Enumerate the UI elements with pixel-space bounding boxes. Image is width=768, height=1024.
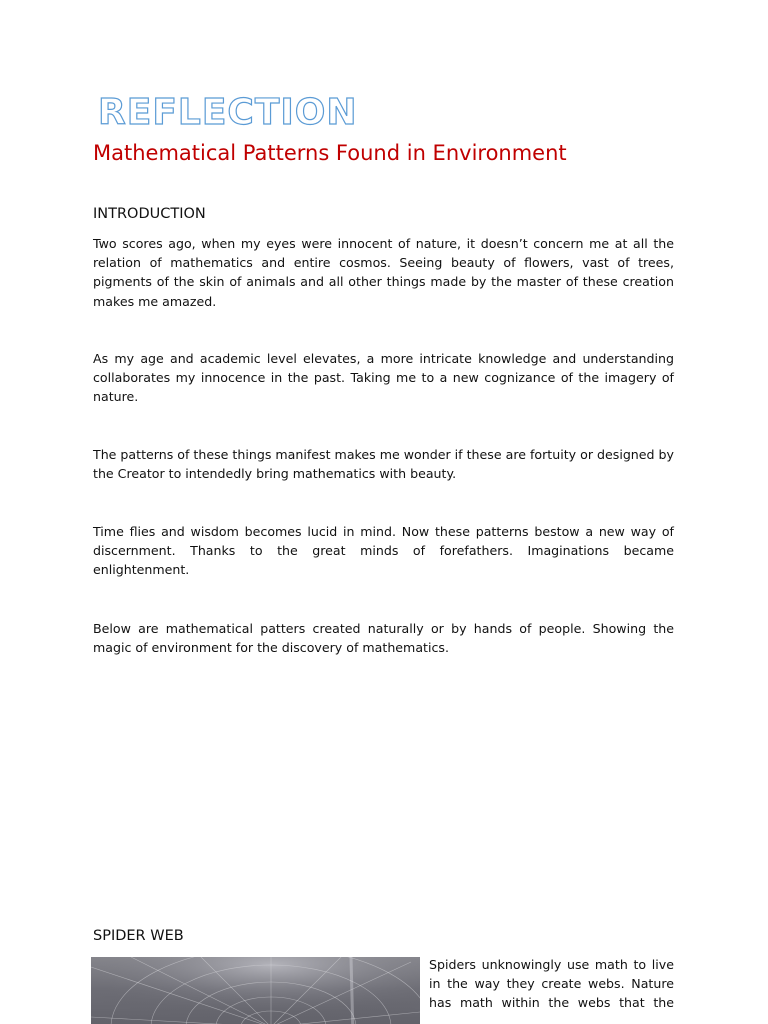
introduction-heading: INTRODUCTION	[93, 206, 206, 222]
spider-web-photo	[91, 957, 420, 1024]
spider-web-illustration	[91, 957, 420, 1024]
intro-paragraph-1: Two scores ago, when my eyes were innocent of nature, it doesn’t concern me at all the relation of mathematics and entire cosmos. Seeing beauty of flowers, vast of trees, pigments of the skin of animals and all other things made by the master of these creation makes me amazed.	[93, 236, 674, 309]
intro-paragraph-5: Below are mathematical patters created naturally or by hands of people. Showing the magic of environment for the discovery of mathematics.	[93, 621, 674, 656]
document-title: Mathematical Patterns Found in Environment	[93, 141, 567, 165]
spider-web-heading: SPIDER WEB	[93, 928, 184, 944]
spider-web-paragraph: Spiders unknowingly use math to live in the way they create webs. Nature has math within the webs that the	[429, 957, 674, 1011]
intro-paragraph-2: As my age and academic level elevates, a more intricate knowledge and understanding collaborates my innocence in the past. Taking me to a new cognizance of the imagery of nature.	[93, 351, 674, 405]
reflection-banner: REFLECTION	[98, 92, 358, 133]
intro-paragraph-4: Time flies and wisdom becomes lucid in mind. Now these patterns bestow a new way of discernment. Thanks to the great minds of forefathers. Imaginations became enlightenment.	[93, 524, 674, 578]
intro-paragraph-3: The patterns of these things manifest makes me wonder if these are fortuity or designed by the Creator to intendedly bring mathematics with beauty.	[93, 447, 674, 482]
